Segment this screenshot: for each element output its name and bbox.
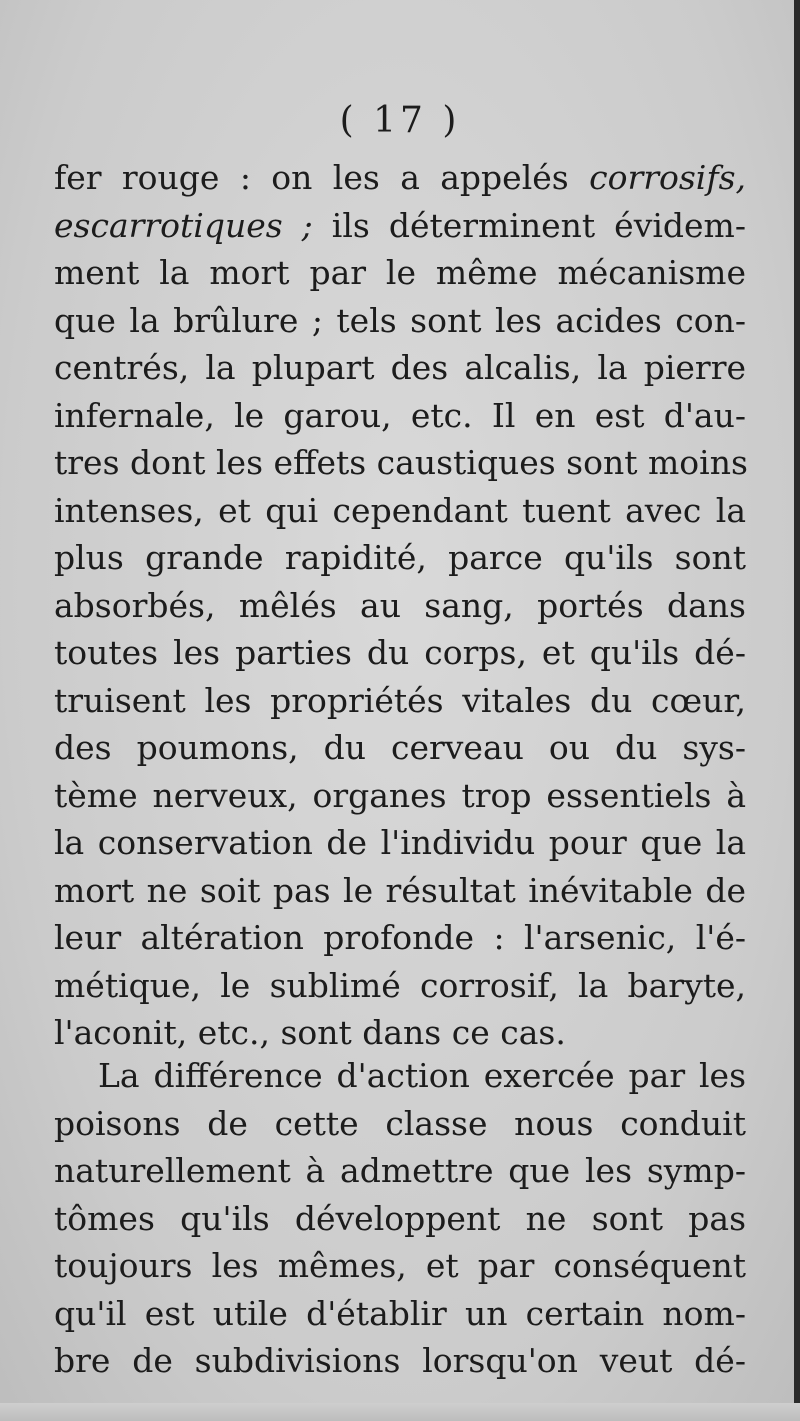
- text-line: [54, 392, 746, 440]
- text-run: fer rouge : on les a appelés: [54, 158, 590, 197]
- text-run: centrés, la plupart des alcalis, la pierre: [54, 348, 746, 387]
- paragraph: [54, 1052, 746, 1385]
- text-run: truisent les propriétés vitales du cœur,: [54, 680, 746, 720]
- text-line: [54, 914, 746, 962]
- text-run: La différence d'action exercée par les: [98, 1056, 746, 1095]
- text-run: ment la mort par le même mécanisme: [54, 253, 746, 292]
- text-run: des poumons, du cerveau ou du sys-: [54, 728, 746, 767]
- text-run: leur altération profonde : l'arsenic, l'é-: [54, 918, 746, 957]
- text-line: [54, 297, 746, 345]
- italic-term: corrosifs,: [589, 158, 746, 197]
- text-run: intenses, et qui cependant tuent avec la: [54, 490, 746, 530]
- text-line: [54, 962, 746, 1010]
- text-run: absorbés, mêlés au sang, portés dans: [54, 585, 746, 625]
- text-run: naturellement à admettre que les symp-: [54, 1151, 746, 1190]
- text-line: [54, 629, 746, 677]
- text-run: toutes les parties du corps, et qu'ils dé-: [54, 633, 746, 672]
- text-run: toujours les mêmes, et par conséquent: [54, 1246, 746, 1285]
- text-line: [54, 1242, 746, 1290]
- text-line: [54, 1100, 746, 1148]
- text-run: métique, le sublimé corrosif, la baryte,: [54, 965, 746, 1005]
- page-bottom-edge: [0, 1403, 800, 1421]
- text-line: [54, 677, 746, 725]
- text-line: [54, 202, 746, 250]
- text-run: la conservation de l'individu pour que la: [54, 823, 746, 862]
- text-line: [54, 439, 746, 487]
- text-line: [54, 1337, 746, 1385]
- text-run: bre de subdivisions lorsqu'on veut dé-: [54, 1341, 746, 1380]
- page-edge: [794, 0, 800, 1421]
- text-run: tème nerveux, organes trop essentiels à: [54, 775, 746, 815]
- text-line: [54, 1009, 746, 1057]
- text-line: [54, 487, 746, 535]
- text-line: [54, 582, 746, 630]
- text-line: [54, 724, 746, 772]
- text-run: tres dont les effets caustiques sont moins: [54, 443, 748, 482]
- text-line: [54, 819, 746, 867]
- text-line: [54, 154, 746, 202]
- text-line: [54, 772, 746, 820]
- text-line: [54, 1052, 746, 1100]
- text-run: plus grande rapidité, parce qu'ils sont: [54, 538, 746, 577]
- text-run: l'aconit, etc., sont dans ce cas.: [54, 1013, 566, 1052]
- text-line: [54, 1290, 746, 1338]
- text-run: ils déterminent évidem-: [312, 205, 746, 245]
- text-run: mort ne soit pas le résultat inévitable de: [54, 870, 746, 910]
- text-line: [54, 867, 746, 915]
- italic-term: escarrotiques ;: [54, 205, 313, 245]
- page-number: ( 17 ): [339, 100, 461, 141]
- paragraph: [54, 154, 746, 1057]
- text-run: que la brûlure ; tels sont les acides con-: [54, 300, 746, 340]
- text-line: [54, 1195, 746, 1243]
- text-line: [54, 1147, 746, 1195]
- text-line: [54, 344, 746, 392]
- text-run: qu'il est utile d'établir un certain nom-: [54, 1293, 746, 1333]
- text-run: poisons de cette classe nous conduit: [54, 1103, 746, 1143]
- text-run: infernale, le garou, etc. Il en est d'au-: [54, 395, 746, 435]
- text-line: [54, 249, 746, 297]
- text-run: tômes qu'ils développent ne sont pas: [54, 1198, 746, 1238]
- text-line: [54, 534, 746, 582]
